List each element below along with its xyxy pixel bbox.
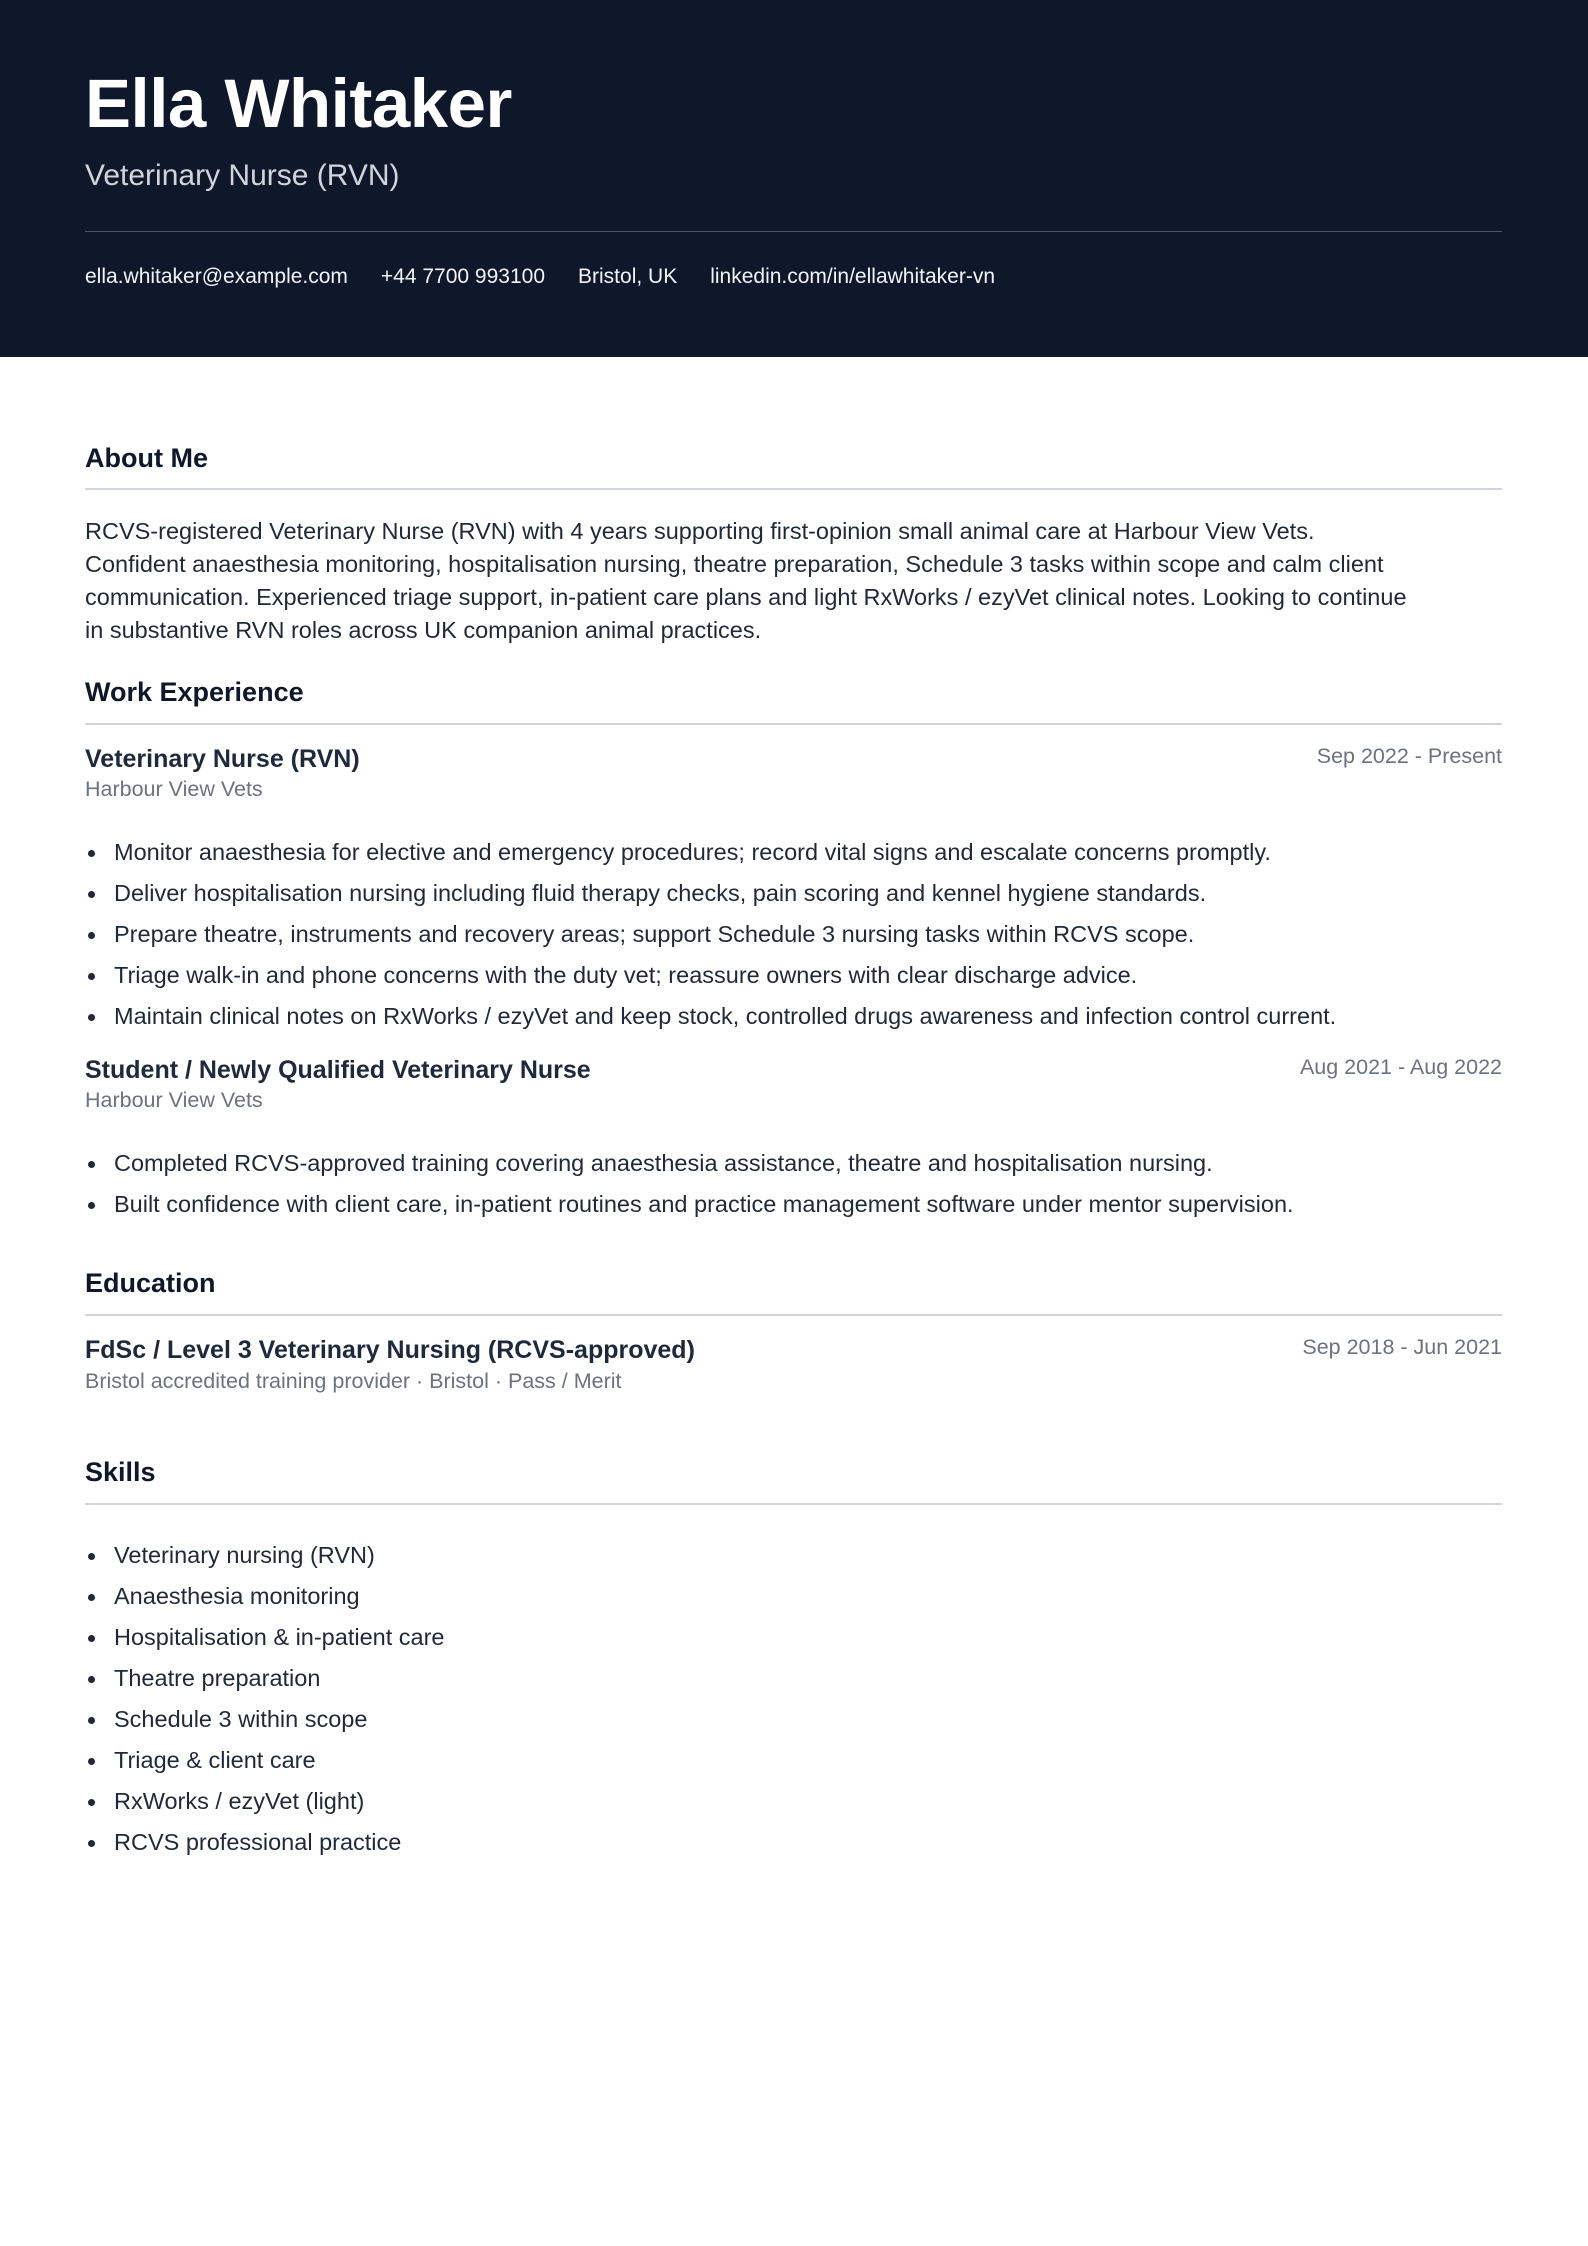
education-detail: Bristol accredited training provider · Bristol · Pass / Merit: [85, 1369, 622, 1393]
contact-location: Bristol, UK: [578, 265, 678, 288]
skill-item: Veterinary nursing (RVN): [85, 1539, 1502, 1580]
section-divider: [85, 1314, 1502, 1316]
job-bullet-list: [85, 1147, 1502, 1229]
degree-title: FdSc / Level 3 Veterinary Nursing (RCVS-approved): [85, 1336, 695, 1364]
job-organization: Harbour View Vets: [85, 1088, 263, 1112]
job-bullet: Deliver hospitalisation nursing including fluid therapy checks, pain scoring and kennel hygiene standards.: [85, 877, 1502, 918]
skill-item: Triage & client care: [85, 1744, 1502, 1785]
job-bullet-list: [85, 836, 1502, 1041]
job-bullet: Maintain clinical notes on RxWorks / ezyVet and keep stock, controlled drugs awareness and infection control current.: [85, 1000, 1502, 1041]
job-title: Student / Newly Qualified Veterinary Nurse: [85, 1056, 591, 1084]
resume-header: [0, 0, 1588, 357]
contact-linkedin[interactable]: linkedin.com/in/ellawhitaker-vn: [710, 265, 995, 288]
job-title: Veterinary Nurse (RVN): [85, 745, 360, 773]
job-bullet: Built confidence with client care, in-patient routines and practice management software under mentor supervision.: [85, 1188, 1502, 1229]
skills-list: [85, 1539, 1502, 1867]
candidate-role: Veterinary Nurse (RVN): [85, 159, 400, 192]
section-title-experience: Work Experience: [85, 677, 304, 707]
job-bullet: Triage walk-in and phone concerns with the duty vet; reassure owners with clear discharge advice.: [85, 959, 1502, 1000]
section-divider: [85, 488, 1502, 490]
skill-item: Theatre preparation: [85, 1662, 1502, 1703]
job-organization: Harbour View Vets: [85, 777, 263, 801]
skill-item: Schedule 3 within scope: [85, 1703, 1502, 1744]
contact-phone[interactable]: +44 7700 993100: [380, 265, 546, 288]
section-divider: [85, 723, 1502, 725]
section-title-skills: Skills: [85, 1457, 156, 1487]
section-title-about: About Me: [85, 443, 208, 473]
about-line: RCVS-registered Veterinary Nurse (RVN) with 4 years supporting first-opinion small animal care at Harbour View Vets.: [85, 518, 1315, 544]
skill-item: Hospitalisation & in-patient care: [85, 1621, 1502, 1662]
about-line: in substantive RVN roles across UK companion animal practices.: [85, 617, 762, 643]
job-bullet: Prepare theatre, instruments and recovery areas; support Schedule 3 nursing tasks within RCVS scope.: [85, 918, 1502, 959]
candidate-name: Ella Whitaker: [85, 65, 512, 142]
job-bullet: Completed RCVS-approved training covering anaesthesia assistance, theatre and hospitalisation nursing.: [85, 1147, 1502, 1188]
job-dates: Aug 2021 - Aug 2022: [1299, 1055, 1502, 1079]
skill-item: RxWorks / ezyVet (light): [85, 1785, 1502, 1826]
job-bullet: Monitor anaesthesia for elective and emergency procedures; record vital signs and escalate concerns promptly.: [85, 836, 1502, 877]
contact-list: [85, 263, 995, 291]
about-line: Confident anaesthesia monitoring, hospitalisation nursing, theatre preparation, Schedule 3 tasks within scope and calm client: [85, 551, 1384, 577]
skill-item: RCVS professional practice: [85, 1826, 1502, 1867]
about-line: communication. Experienced triage support, in-patient care plans and light RxWorks / ezyVet clinical notes. Looking to continue: [85, 584, 1407, 610]
job-dates: Sep 2022 - Present: [1316, 744, 1502, 768]
education-dates: Sep 2018 - Jun 2021: [1302, 1335, 1502, 1359]
header-divider: [85, 231, 1502, 232]
about-paragraph: [85, 515, 1502, 647]
skill-item: Anaesthesia monitoring: [85, 1580, 1502, 1621]
contact-email[interactable]: ella.whitaker@example.com: [85, 265, 348, 288]
section-divider: [85, 1503, 1502, 1505]
section-title-education: Education: [85, 1268, 216, 1298]
